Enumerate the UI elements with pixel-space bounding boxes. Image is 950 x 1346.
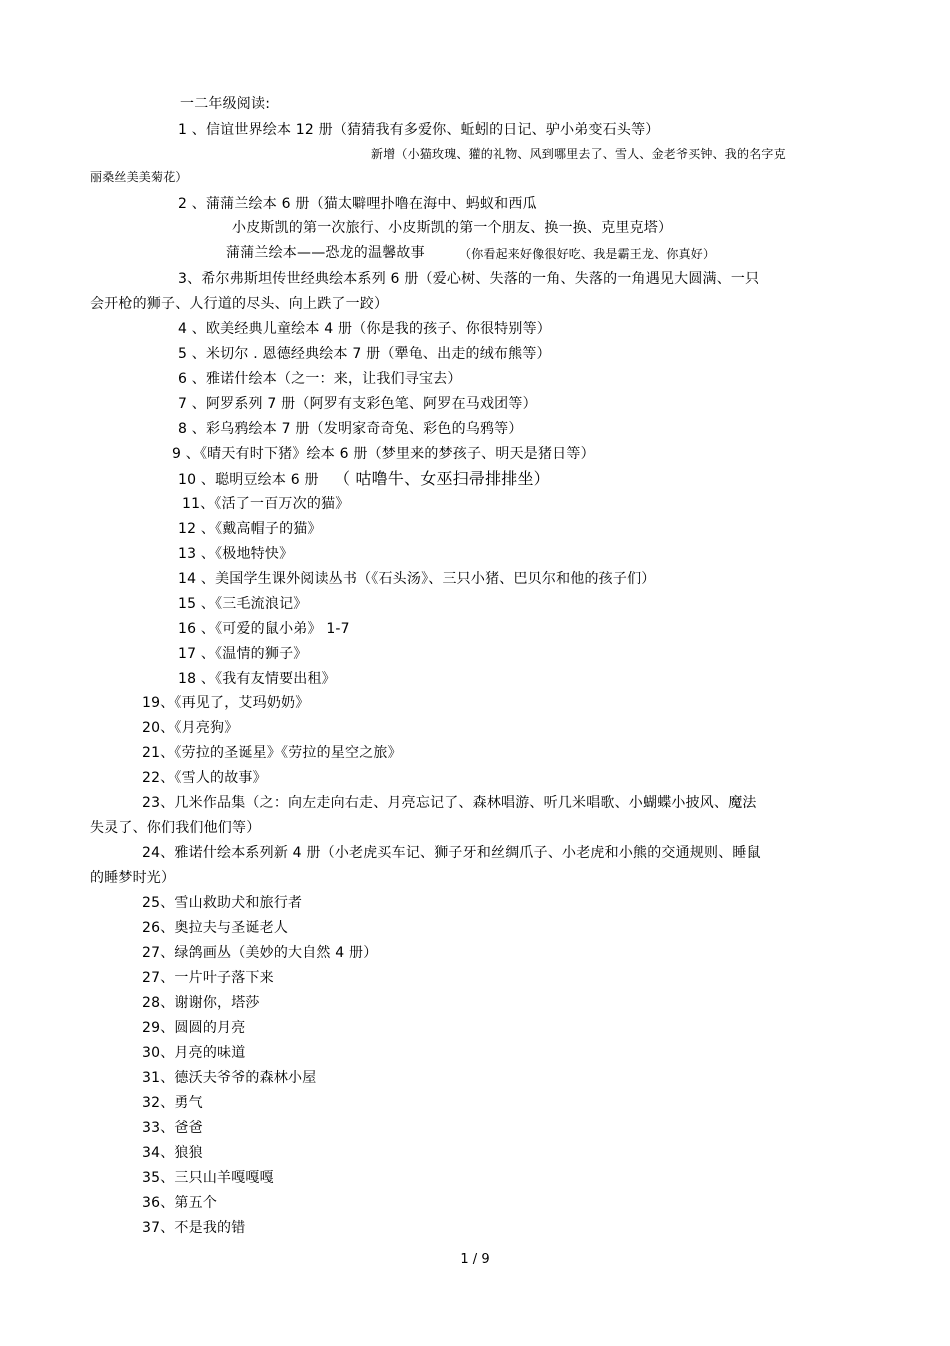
list-item-5: 5 、米切尔 . 恩德经典绘本 7 册（犟龟、出走的绒布熊等） [178,346,551,362]
list-item-16: 16 、《可爱的鼠小弟》 1-7 [178,621,350,637]
list-item-24-cont: 的睡梦时光） [90,870,176,886]
page-number: 1 / 9 [460,1252,490,1267]
heading-grade-reading: 一二年级阅读: [180,96,271,112]
list-item-9: 9 、《晴天有时下猪》绘本 6 册（梦里来的梦孩子、明天是猪日等） [172,446,595,462]
list-item-19: 19、《再见了，艾玛奶奶》 [142,695,310,711]
list-item-30: 30、月亮的味道 [142,1045,246,1061]
list-item-2-cont: 小皮斯凯的第一次旅行、小皮斯凯的第一个朋友、换一换、克里克塔） [232,220,673,236]
list-item-37: 37、不是我的错 [142,1220,246,1236]
list-item-3-cont: 会开枪的狮子、人行道的尽头、向上跌了一跤） [90,296,389,312]
list-item-10-titles: （ 咕噜牛、女巫扫帚排排坐） [334,469,550,488]
list-item-36: 36、第五个 [142,1195,218,1211]
list-item-23-cont: 失灵了、你们我们他们等） [90,820,261,836]
list-item-18: 18 、《我有友情要出租》 [178,671,336,687]
list-item-6: 6 、雅诺什绘本（之一：来，让我们寻宝去） [178,371,462,387]
list-item-17: 17 、《温情的狮子》 [178,646,308,662]
list-item-11: 11、《活了一百万次的猫》 [182,496,350,512]
list-item-1: 1 、信谊世界绘本 12 册（猜猜我有多爱你、蚯蚓的日记、驴小弟变石头等） [178,122,660,138]
list-item-3: 3、希尔弗斯坦传世经典绘本系列 6 册（爱心树、失落的一角、失落的一角遇见大圆满、一只 [178,271,760,287]
list-item-24: 24、雅诺什绘本系列新 4 册（小老虎买车记、狮子牙和丝绸爪子、小老虎和小熊的交通规则、睡鼠 [142,845,761,861]
list-item-4: 4 、欧美经典儿童绘本 4 册（你是我的孩子、你很特别等） [178,321,551,337]
list-item-28: 28、谢谢你，塔莎 [142,995,260,1011]
list-item-1-addition: 新增（小猫玫瑰、獾的礼物、风到哪里去了、雪人、金老爷买钟、我的名字克 [371,147,786,161]
list-item-2-dino-titles: （你看起来好像很好吃、我是霸王龙、你真好） [459,247,716,261]
list-item-1-addition-cont: 丽桑丝美美菊花） [90,170,188,184]
list-item-7: 7 、阿罗系列 7 册（阿罗有支彩色笔、阿罗在马戏团等） [178,396,537,412]
list-item-35: 35、三只山羊嘎嘎嘎 [142,1170,274,1186]
list-item-31: 31、德沃夫爷爷的森林小屋 [142,1070,317,1086]
list-item-8: 8 、彩乌鸦绘本 7 册（发明家奇奇兔、彩色的乌鸦等） [178,421,523,437]
list-item-21: 21、《劳拉的圣诞星》《劳拉的星空之旅》 [142,745,402,761]
list-item-23: 23、几米作品集（之：向左走向右走、月亮忘记了、森林唱游、听几米唱歌、小蝴蝶小披风、魔法 [142,795,757,811]
list-item-10: 10 、聪明豆绘本 6 册 [178,472,319,488]
list-item-22: 22、《雪人的故事》 [142,770,267,786]
list-item-2: 2 、蒲蒲兰绘本 6 册（猫太噼哩扑噜在海中、蚂蚁和西瓜 [178,196,537,212]
list-item-14: 14 、美国学生课外阅读丛书（《石头汤》、三只小猪、巴贝尔和他的孩子们） [178,571,656,587]
list-item-29: 29、圆圆的月亮 [142,1020,246,1036]
list-item-20: 20、《月亮狗》 [142,720,239,736]
list-item-26: 26、奥拉夫与圣诞老人 [142,920,289,936]
list-item-13: 13 、《极地特快》 [178,546,294,562]
list-item-32: 32、勇气 [142,1095,203,1111]
list-item-2-dino: 蒲蒲兰绘本——恐龙的温馨故事 [226,245,425,261]
list-item-34: 34、狼狼 [142,1145,203,1161]
list-item-25: 25、雪山救助犬和旅行者 [142,895,303,911]
list-item-15: 15 、《三毛流浪记》 [178,596,308,612]
list-item-33: 33、爸爸 [142,1120,203,1136]
list-item-27b: 27、一片叶子落下来 [142,970,274,986]
list-item-27a: 27、绿鸽画丛（美妙的大自然 4 册） [142,945,378,961]
list-item-12: 12 、《戴高帽子的猫》 [178,521,322,537]
